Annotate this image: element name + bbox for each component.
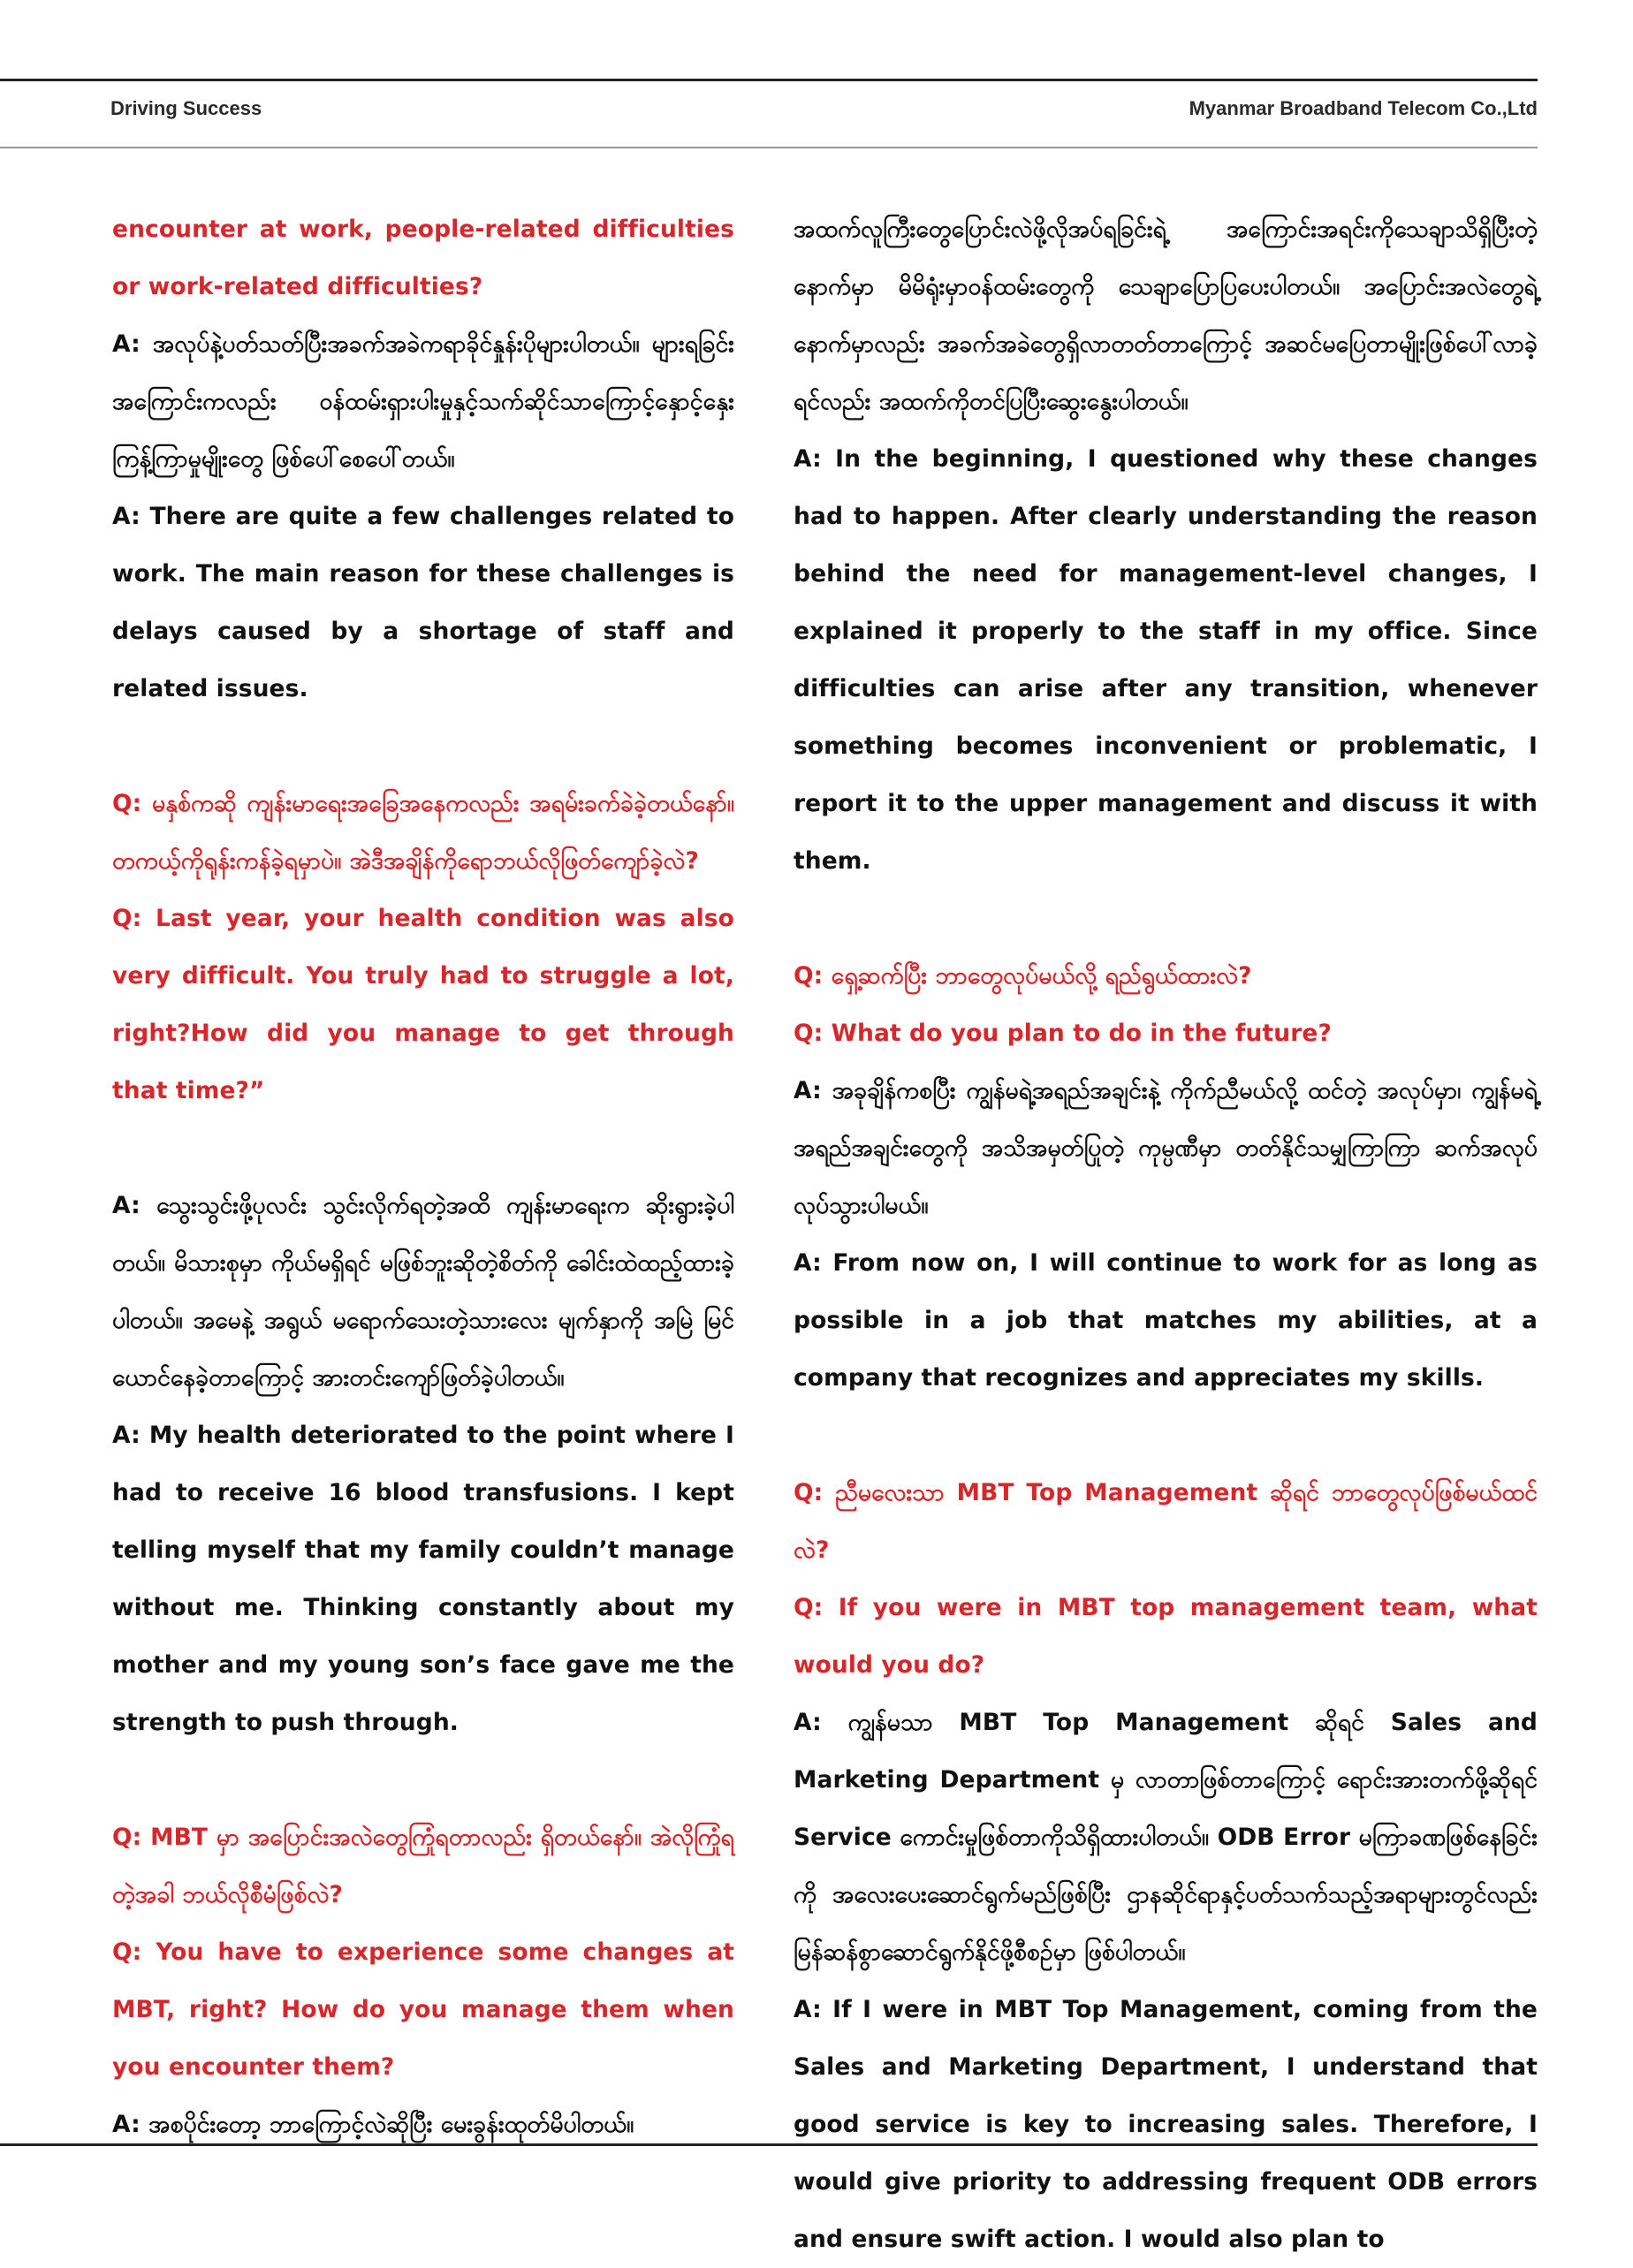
question-text-myanmar: Q: ညီမလေးသာ MBT Top Management ဆိုရင် ဘာတွေလုပ်ဖြစ်မယ်ထင်လဲ?	[794, 1479, 1538, 1564]
question-text-english: Q: Last year, your health condition was also very difficult. You truly had to struggle a lot, right?How did you manage to get through that time?”	[112, 905, 734, 1104]
answer-text-english: A: From now on, I will continue to work for as long as possible in a job that matches my abilities, at a company that recognizes and appreciates my skills.	[794, 1249, 1538, 1392]
question-text-myanmar: Q: MBT မှာ အပြောင်းအလဲတွေကြုံရတာလည်း ရှိတယ်နော်။ အဲလိုကြုံရတဲ့အခါ ဘယ်လိုစီမံဖြစ်လဲ?	[112, 1824, 734, 1908]
header-bottom-rule	[0, 147, 1538, 148]
question-text-english: Q: You have to experience some changes at MBT, right? How do you manage them when you encounter them?	[112, 1938, 734, 2081]
header-top-rule	[0, 79, 1538, 81]
right-column	[794, 201, 1538, 2268]
answer-text-english: A: My health deteriorated to the point where I had to receive 16 blood transfusions. I kept telling myself that my family couldn’t manage without me. Thinking constantly about my mother and my young son’s face gave me the strength to push through.	[112, 1422, 734, 1736]
question-text-myanmar: Q: ရှေ့ဆက်ပြီး ဘာတွေလုပ်မယ်လို့ ရည်ရွယ်ထားလဲ?	[794, 962, 1252, 990]
question-text: encounter at work, people-related difficulties or work-related difficulties?	[112, 216, 734, 300]
header-company-name: Myanmar Broadband Telecom Co.,Ltd	[1189, 97, 1538, 119]
answer-text-english: A: There are quite a few challenges related to work. The main reason for these challenges is delays caused by a shortage of staff and related issues.	[112, 503, 734, 702]
question-text-english: Q: What do you plan to do in the future?	[794, 1020, 1332, 1047]
answer-text-english: A: If I were in MBT Top Management, coming from the Sales and Marketing Department, I understand that good service is key to increasing sales. Therefore, I would give priority to addressing frequent ODB errors and ensure swift action. I would also plan to	[794, 1996, 1538, 2253]
answer-text-myanmar: အထက်လူကြီးတွေပြောင်းလဲဖို့လိုအပ်ရခြင်းရဲ့ အကြောင်းအရင်းကိုသေချာသိရှိပြီးတဲ့နောက်မှာ မိမိရုံးမှာဝန်ထမ်းတွေကို သေချာပြောပြပေးပါတယ်။ အပြောင်းအလဲတွေရဲ့နောက်မှာလည်း အခက်အခဲတွေရှိလာတတ်တာကြောင့် အဆင်မပြေတာမျိုးဖြစ်ပေါ်လာခဲ့ရင်လည်း အထက်ကိုတင်ပြပြီးဆွေးနွေးပါတယ်။	[794, 216, 1538, 415]
answer-text-myanmar: A: ကျွန်မသာ MBT Top Management ဆိုရင် Sales and Marketing Department မှ လာတာဖြစ်တာကြောင့် ရောင်းအားတက်ဖို့ဆိုရင် Service ကောင်းမှုဖြစ်တာကိုသိရှိထားပါတယ်။ ODB Error မကြာခဏဖြစ်နေခြင်းကို အလေးပေးဆောင်ရွက်မည်ဖြစ်ပြီး ဌာနဆိုင်ရာနှင့်ပတ်သက်သည့်အရာများတွင်လည်း မြန်ဆန်စွာဆောင်ရွက်နိုင်ဖို့စီစဉ်မှာ ဖြစ်ပါတယ်။	[794, 1709, 1538, 1966]
answer-text-myanmar: A: အလုပ်နဲ့ပတ်သတ်ပြီးအခက်အခဲကရာခိုင်နှုန်းပိုများပါတယ်။ များရခြင်းအကြောင်းကလည်း ဝန်ထမ်းရှားပါးမှုနှင့်သက်ဆိုင်သာကြောင့်နှောင့်နှေးကြန့်ကြာမှုမျိုးတွေ ဖြစ်ပေါ်စေပေါ်တယ်။	[112, 330, 734, 473]
header-publication-title: Driving Success	[110, 97, 262, 119]
answer-text-myanmar: A: သွေးသွင်းဖို့ပုလင်း သွင်းလိုက်ရတဲ့အထိ ကျန်းမာရေးက ဆိုးရွားခဲ့ပါတယ်။ မိသားစုမှာ ကိုယ်မရှိရင် မဖြစ်ဘူးဆိုတဲ့စိတ်ကို ခေါင်းထဲထည့်ထားခဲ့ပါတယ်။ အမေနဲ့ အရွယ် မရောက်သေးတဲ့သားလေး မျက်နှာကို အမြဲ မြင်ယောင်နေခဲ့တာကြောင့် အားတင်းကျော်ဖြတ်ခဲ့ပါတယ်။	[112, 1192, 734, 1392]
question-text-english: Q: If you were in MBT top management team, what would you do?	[794, 1594, 1538, 1679]
answer-text-myanmar: A: အခုချိန်ကစပြီး ကျွန်မရဲ့အရည်အချင်းနဲ့ ကိုက်ညီမယ်လို့ ထင်တဲ့ အလုပ်မှာ၊ ကျွန်မရဲ့ အရည်အချင်းတွေကို အသိအမှတ်ပြုတဲ့ ကုမ္ပဏီမှာ တတ်နိုင်သမျှကြာကြာ ဆက်အလုပ်လုပ်သွားပါမယ်။	[794, 1077, 1538, 1219]
question-text-myanmar: Q: မနှစ်ကဆို ကျန်းမာရေးအခြေအနေကလည်း အရမ်းခက်ခဲခဲ့တယ်နော်။တကယ့်ကိုရုန်းကန်ခဲ့ရမှာပဲ။ အဲဒီအချိန်ကိုရောဘယ်လိုဖြတ်ကျော်ခဲ့လဲ?	[112, 790, 734, 875]
footer-rule	[0, 2143, 1538, 2146]
left-column	[112, 201, 734, 2153]
answer-text-english: A: In the beginning, I questioned why these changes had to happen. After clearly understanding the reason behind the need for management-level changes, I explained it properly to the staff in my office. Since difficulties can arise after any transition, whenever something becomes inconvenient or problematic, I report it to the upper management and discuss it with them.	[794, 445, 1538, 875]
answer-text-myanmar: A: အစပိုင်းတော့ ဘာကြောင့်လဲဆိုပြီး မေးခွန်းထုတ်မိပါတယ်။	[112, 2111, 634, 2138]
